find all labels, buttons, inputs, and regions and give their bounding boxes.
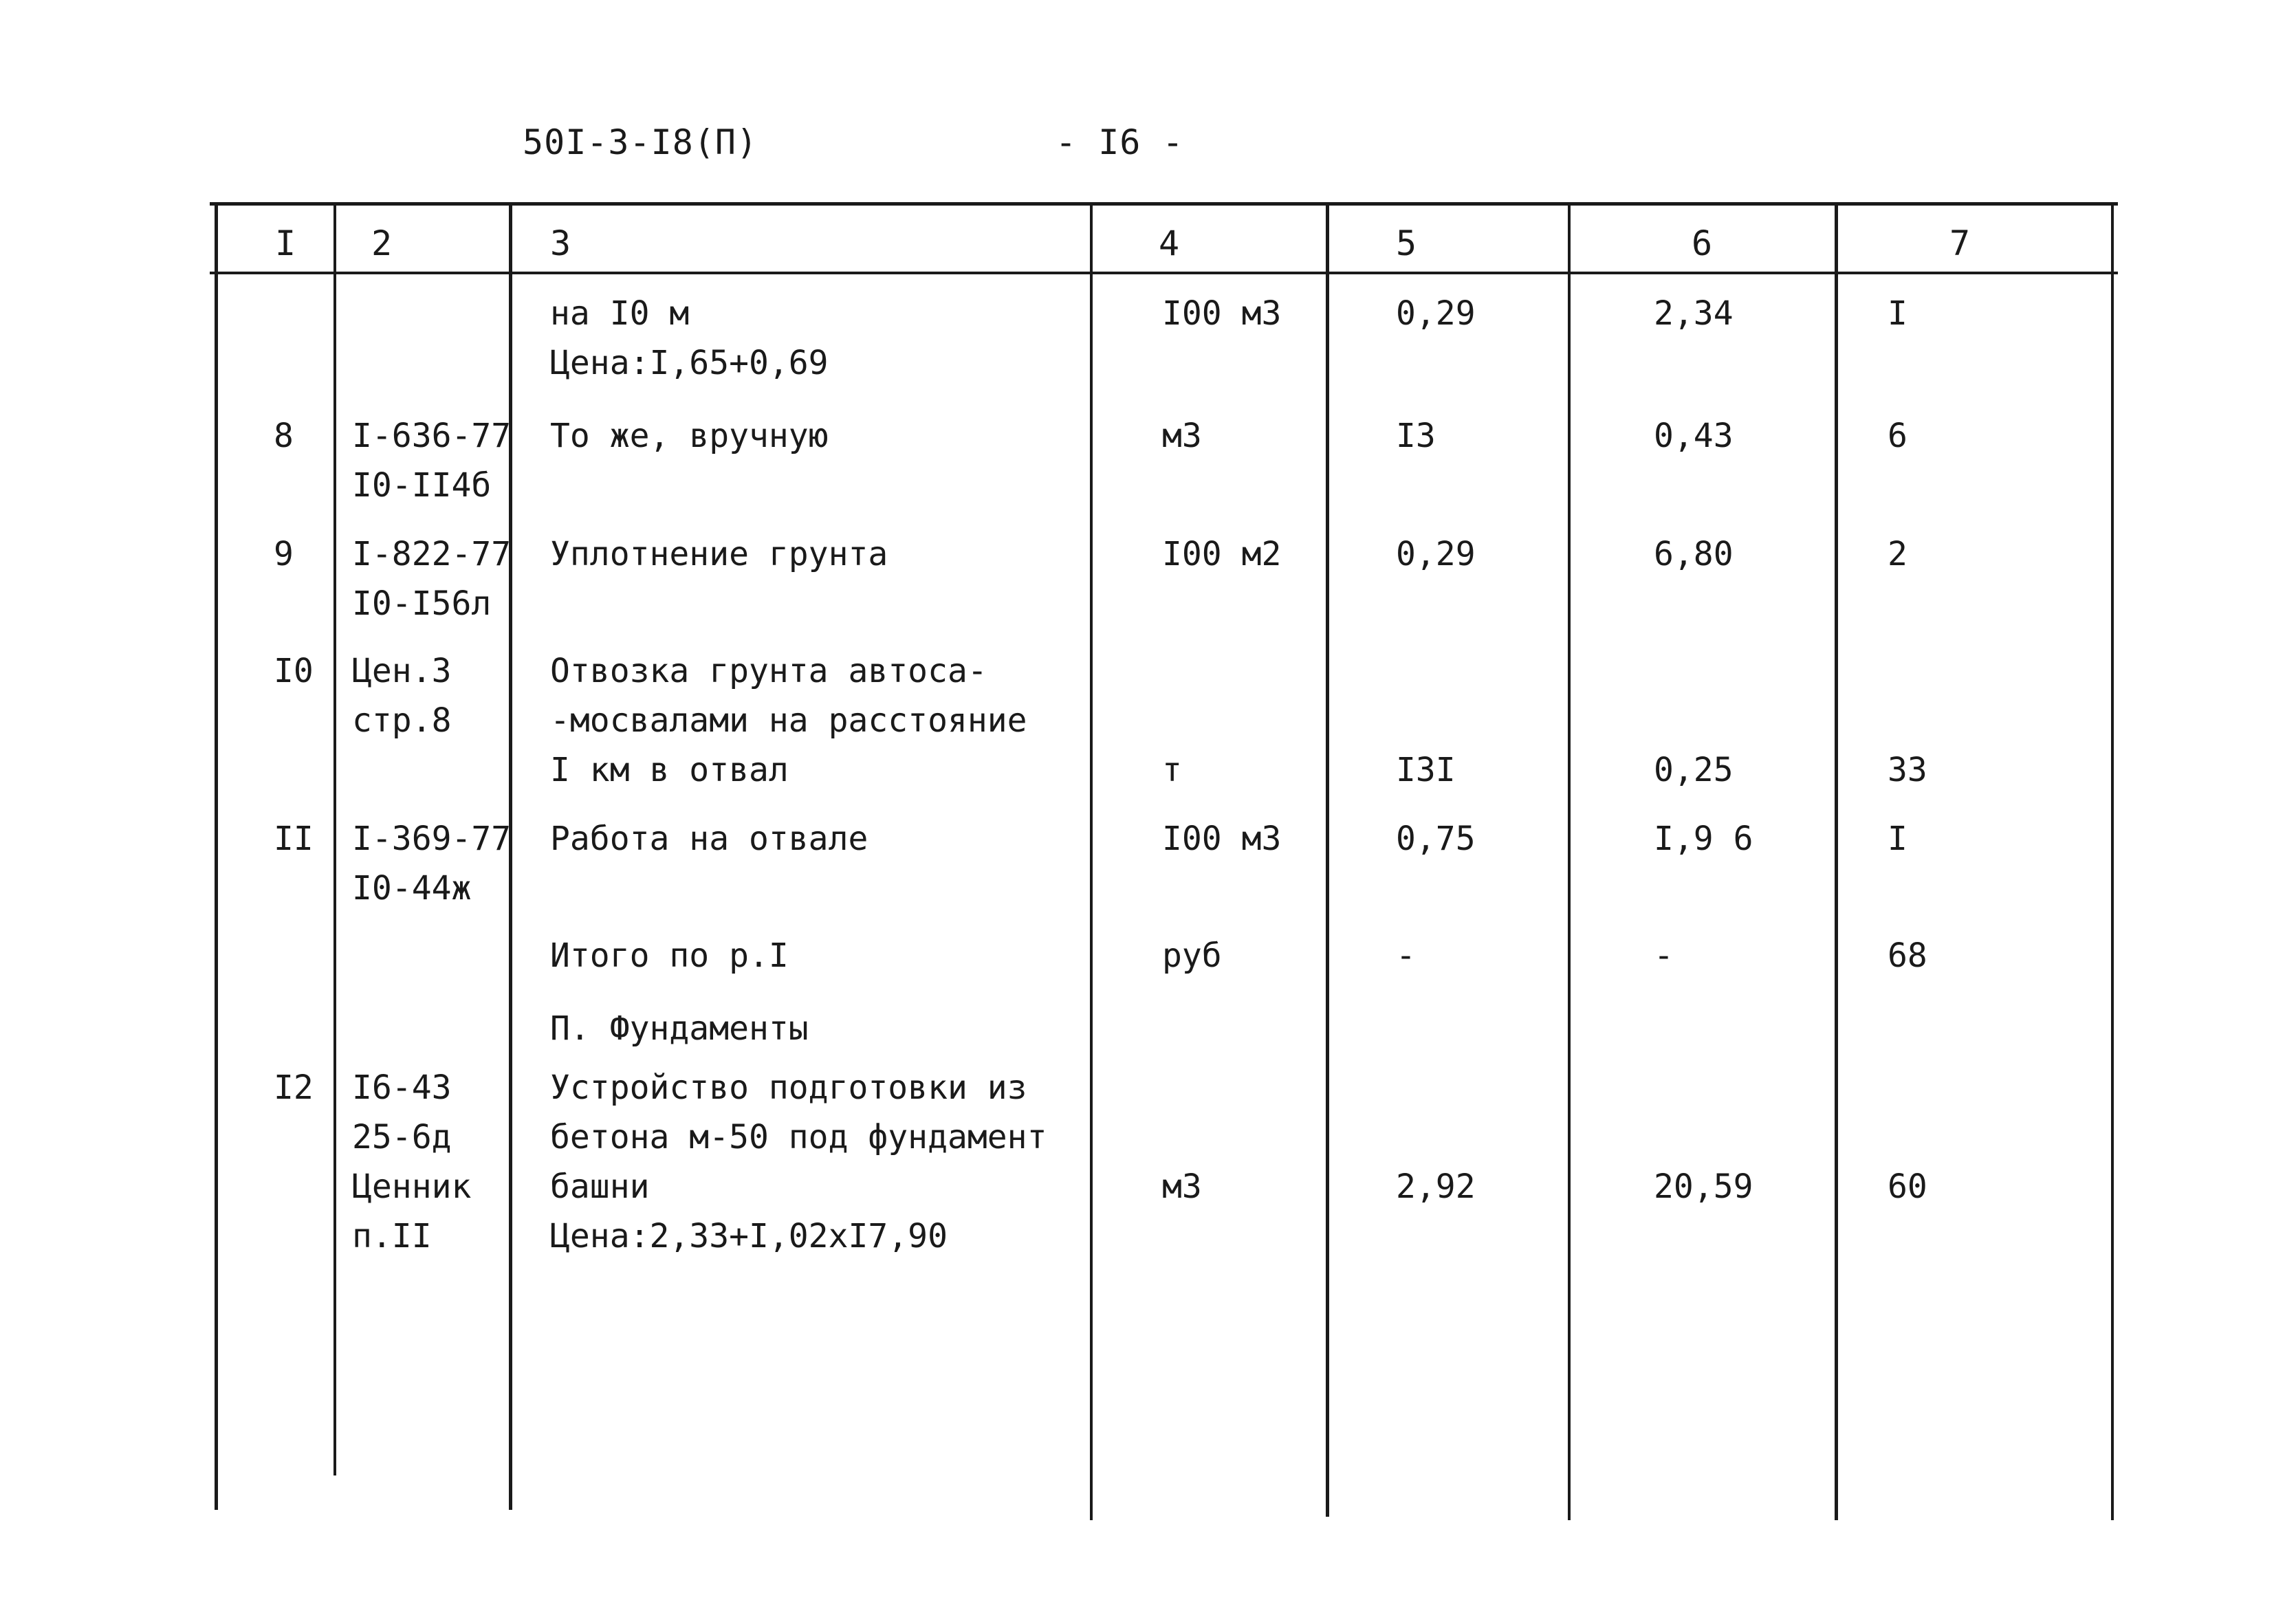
cell-unit-price: - [1654, 936, 1674, 975]
cell-unit-price: 0,43 [1654, 417, 1734, 455]
cell-number: 9 [274, 535, 294, 573]
cell-unit: I00 м3 [1162, 294, 1282, 333]
cell-code: I-369-77 I0-44ж [352, 820, 512, 908]
cell-unit-price: 6,80 [1654, 535, 1734, 573]
cell-description: Работа на отвале [550, 820, 868, 858]
cell-quantity: 2,92 [1396, 1167, 1476, 1206]
cell-quantity: 0,29 [1396, 535, 1476, 573]
col-divider-4 [1326, 204, 1329, 1517]
cell-description: Итого по р.I [550, 936, 789, 975]
cell-total: 60 [1888, 1167, 1927, 1206]
cell-description: Отвозка грунта автоса- -мосвалами на расстояние I км в отвал [550, 652, 1027, 789]
col-divider-6 [1835, 204, 1838, 1520]
cell-description: Уплотнение грунта [550, 535, 888, 573]
cell-unit-price: 0,25 [1654, 751, 1734, 789]
cell-code: Цен.3 стр.8 [352, 652, 452, 740]
cell-quantity: 0,29 [1396, 294, 1476, 333]
col-divider-7 [2111, 204, 2114, 1520]
cell-total: I [1888, 820, 1907, 858]
column-header-5: 5 [1396, 223, 1417, 263]
section-heading: П. Фундаменты [550, 1009, 809, 1048]
cell-unit: руб [1162, 936, 1222, 975]
column-header-2: 2 [371, 223, 393, 263]
cell-code: I6-43 25-6д Ценник п.II [352, 1068, 472, 1255]
column-header-3: 3 [550, 223, 571, 263]
col-divider-0 [215, 204, 218, 1510]
cell-unit: т [1162, 751, 1182, 789]
cell-quantity: 0,75 [1396, 820, 1476, 858]
page-number: - I6 - [1056, 122, 1184, 162]
col-divider-1 [334, 204, 336, 1475]
cell-number: I0 [274, 652, 314, 690]
cell-unit-price: 2,34 [1654, 294, 1734, 333]
cell-number: 8 [274, 417, 294, 455]
header-bottom-rule [210, 272, 2118, 274]
column-header-7: 7 [1949, 223, 1971, 263]
cell-number: II [274, 820, 314, 858]
col-divider-5 [1568, 204, 1571, 1520]
cell-quantity: I3 [1396, 417, 1436, 455]
cell-description: на I0 м Цена:I,65+0,69 [550, 294, 829, 382]
cell-unit: м3 [1162, 1167, 1202, 1206]
cell-total: 68 [1888, 936, 1927, 975]
cell-total: 2 [1888, 535, 1907, 573]
column-header-4: 4 [1159, 223, 1180, 263]
cell-quantity: - [1396, 936, 1416, 975]
column-header-1: I [275, 223, 296, 263]
document-code: 50I-3-I8(П) [523, 122, 758, 162]
cell-unit: I00 м3 [1162, 820, 1282, 858]
cell-total: 33 [1888, 751, 1927, 789]
cell-total: I [1888, 294, 1907, 333]
cell-description: То же, вручную [550, 417, 829, 455]
cell-unit-price: 20,59 [1654, 1167, 1753, 1206]
cell-total: 6 [1888, 417, 1907, 455]
cell-code: I-822-77 I0-I56л [352, 535, 512, 623]
cell-quantity: I3I [1396, 751, 1456, 789]
column-header-6: 6 [1692, 223, 1713, 263]
cell-description: Устройство подготовки из бетона м-50 под фундамент башни Цена:2,33+I,02хI7,90 [550, 1068, 1047, 1255]
cell-unit: м3 [1162, 417, 1202, 455]
cell-unit-price: I,9 6 [1654, 820, 1753, 858]
table-top-rule [210, 202, 2118, 206]
col-divider-3 [1090, 204, 1093, 1520]
cell-code: I-636-77 I0-II4б [352, 417, 512, 505]
cell-unit: I00 м2 [1162, 535, 1282, 573]
cell-number: I2 [274, 1068, 314, 1107]
